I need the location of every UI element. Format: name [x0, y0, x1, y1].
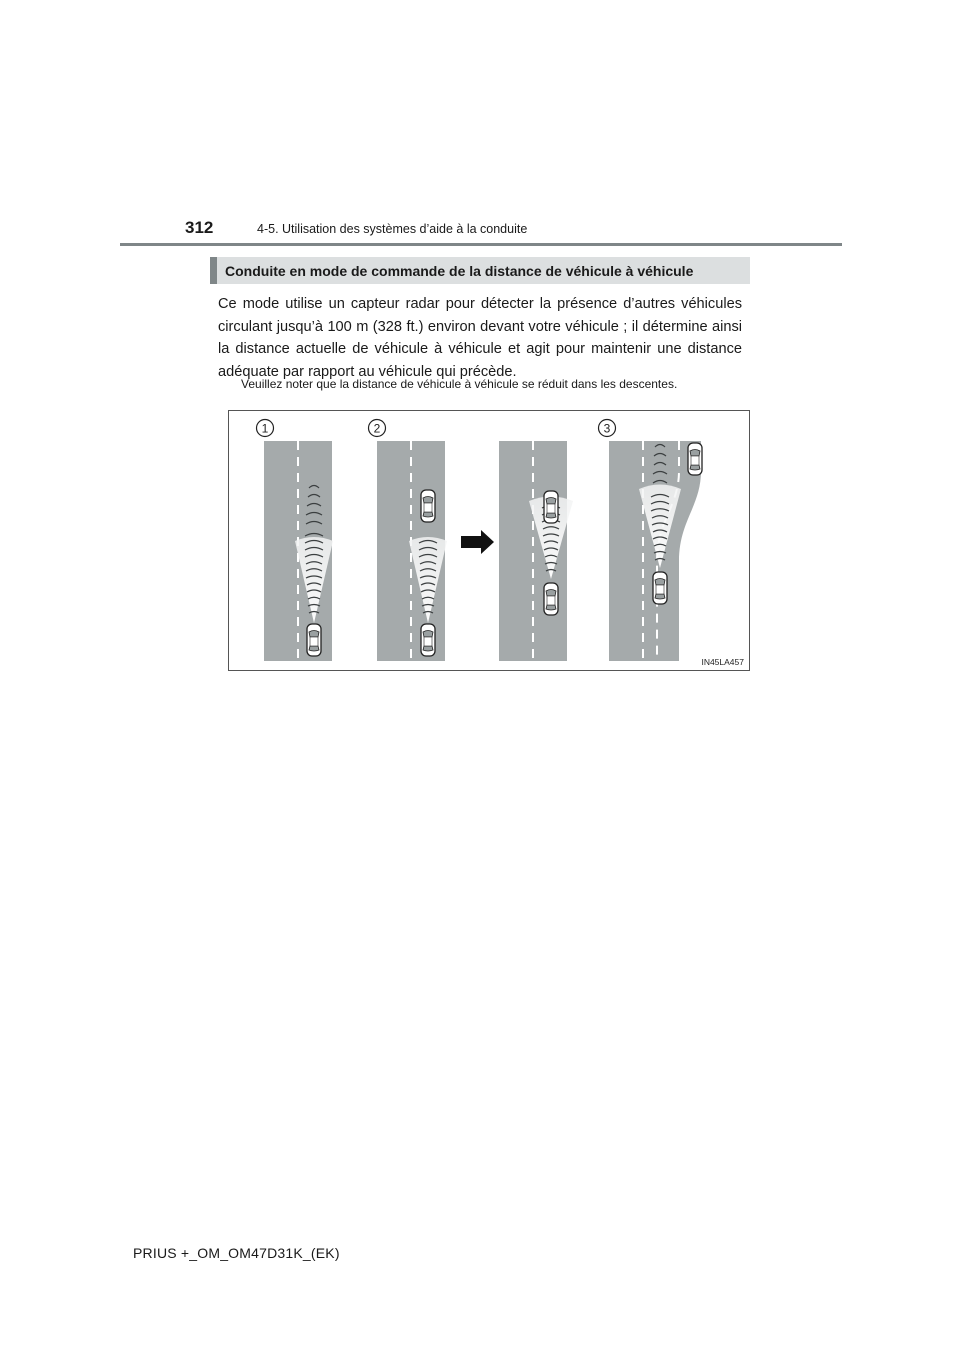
- callout-2: [369, 420, 386, 437]
- own-vehicle-4: [653, 572, 667, 604]
- radar-illustration: [229, 411, 749, 670]
- own-vehicle-3: [544, 583, 558, 615]
- callout-1: [257, 420, 274, 437]
- figure-code: IN45LA457: [701, 657, 744, 667]
- callout-3: [599, 420, 616, 437]
- transition-arrow-icon: [461, 530, 494, 554]
- preceding-vehicle-3: [544, 491, 558, 523]
- callout-2-label: 2: [373, 421, 381, 436]
- note-text: Veuillez noter que la distance de véhicule à véhicule se réduit dans les descentes.: [241, 377, 678, 391]
- road-4-merge: [609, 441, 701, 661]
- merging-vehicle-4: [688, 443, 702, 475]
- page-number: 312: [185, 218, 214, 237]
- preceding-vehicle-2: [421, 490, 435, 522]
- callout-3-label: 3: [603, 421, 611, 436]
- section-header: 4-5. Utilisation des systèmes d’aide à la conduite: [257, 222, 528, 236]
- footer-code: PRIUS +_OM_OM47D31K_(EK): [133, 1245, 340, 1261]
- radar-figure: [228, 410, 750, 671]
- own-vehicle-1: [307, 624, 321, 656]
- own-vehicle-2: [421, 624, 435, 656]
- section-heading: [210, 257, 750, 284]
- section-heading-text: Conduite en mode de commande de la distance de véhicule à véhicule: [225, 262, 694, 279]
- callout-1-label: 1: [261, 421, 269, 436]
- header-rule: [120, 243, 842, 246]
- body-paragraph: Ce mode utilise un capteur radar pour détecter la présence d’autres véhicules circulant jusqu’à 100 m (328 ft.) environ devant votre véhicule ; il détermine ainsi la distance actuelle de véhicule à véhicule et agit pour maintenir une distance adéquate par rapport au véhicule qui précède.: [218, 296, 742, 380]
